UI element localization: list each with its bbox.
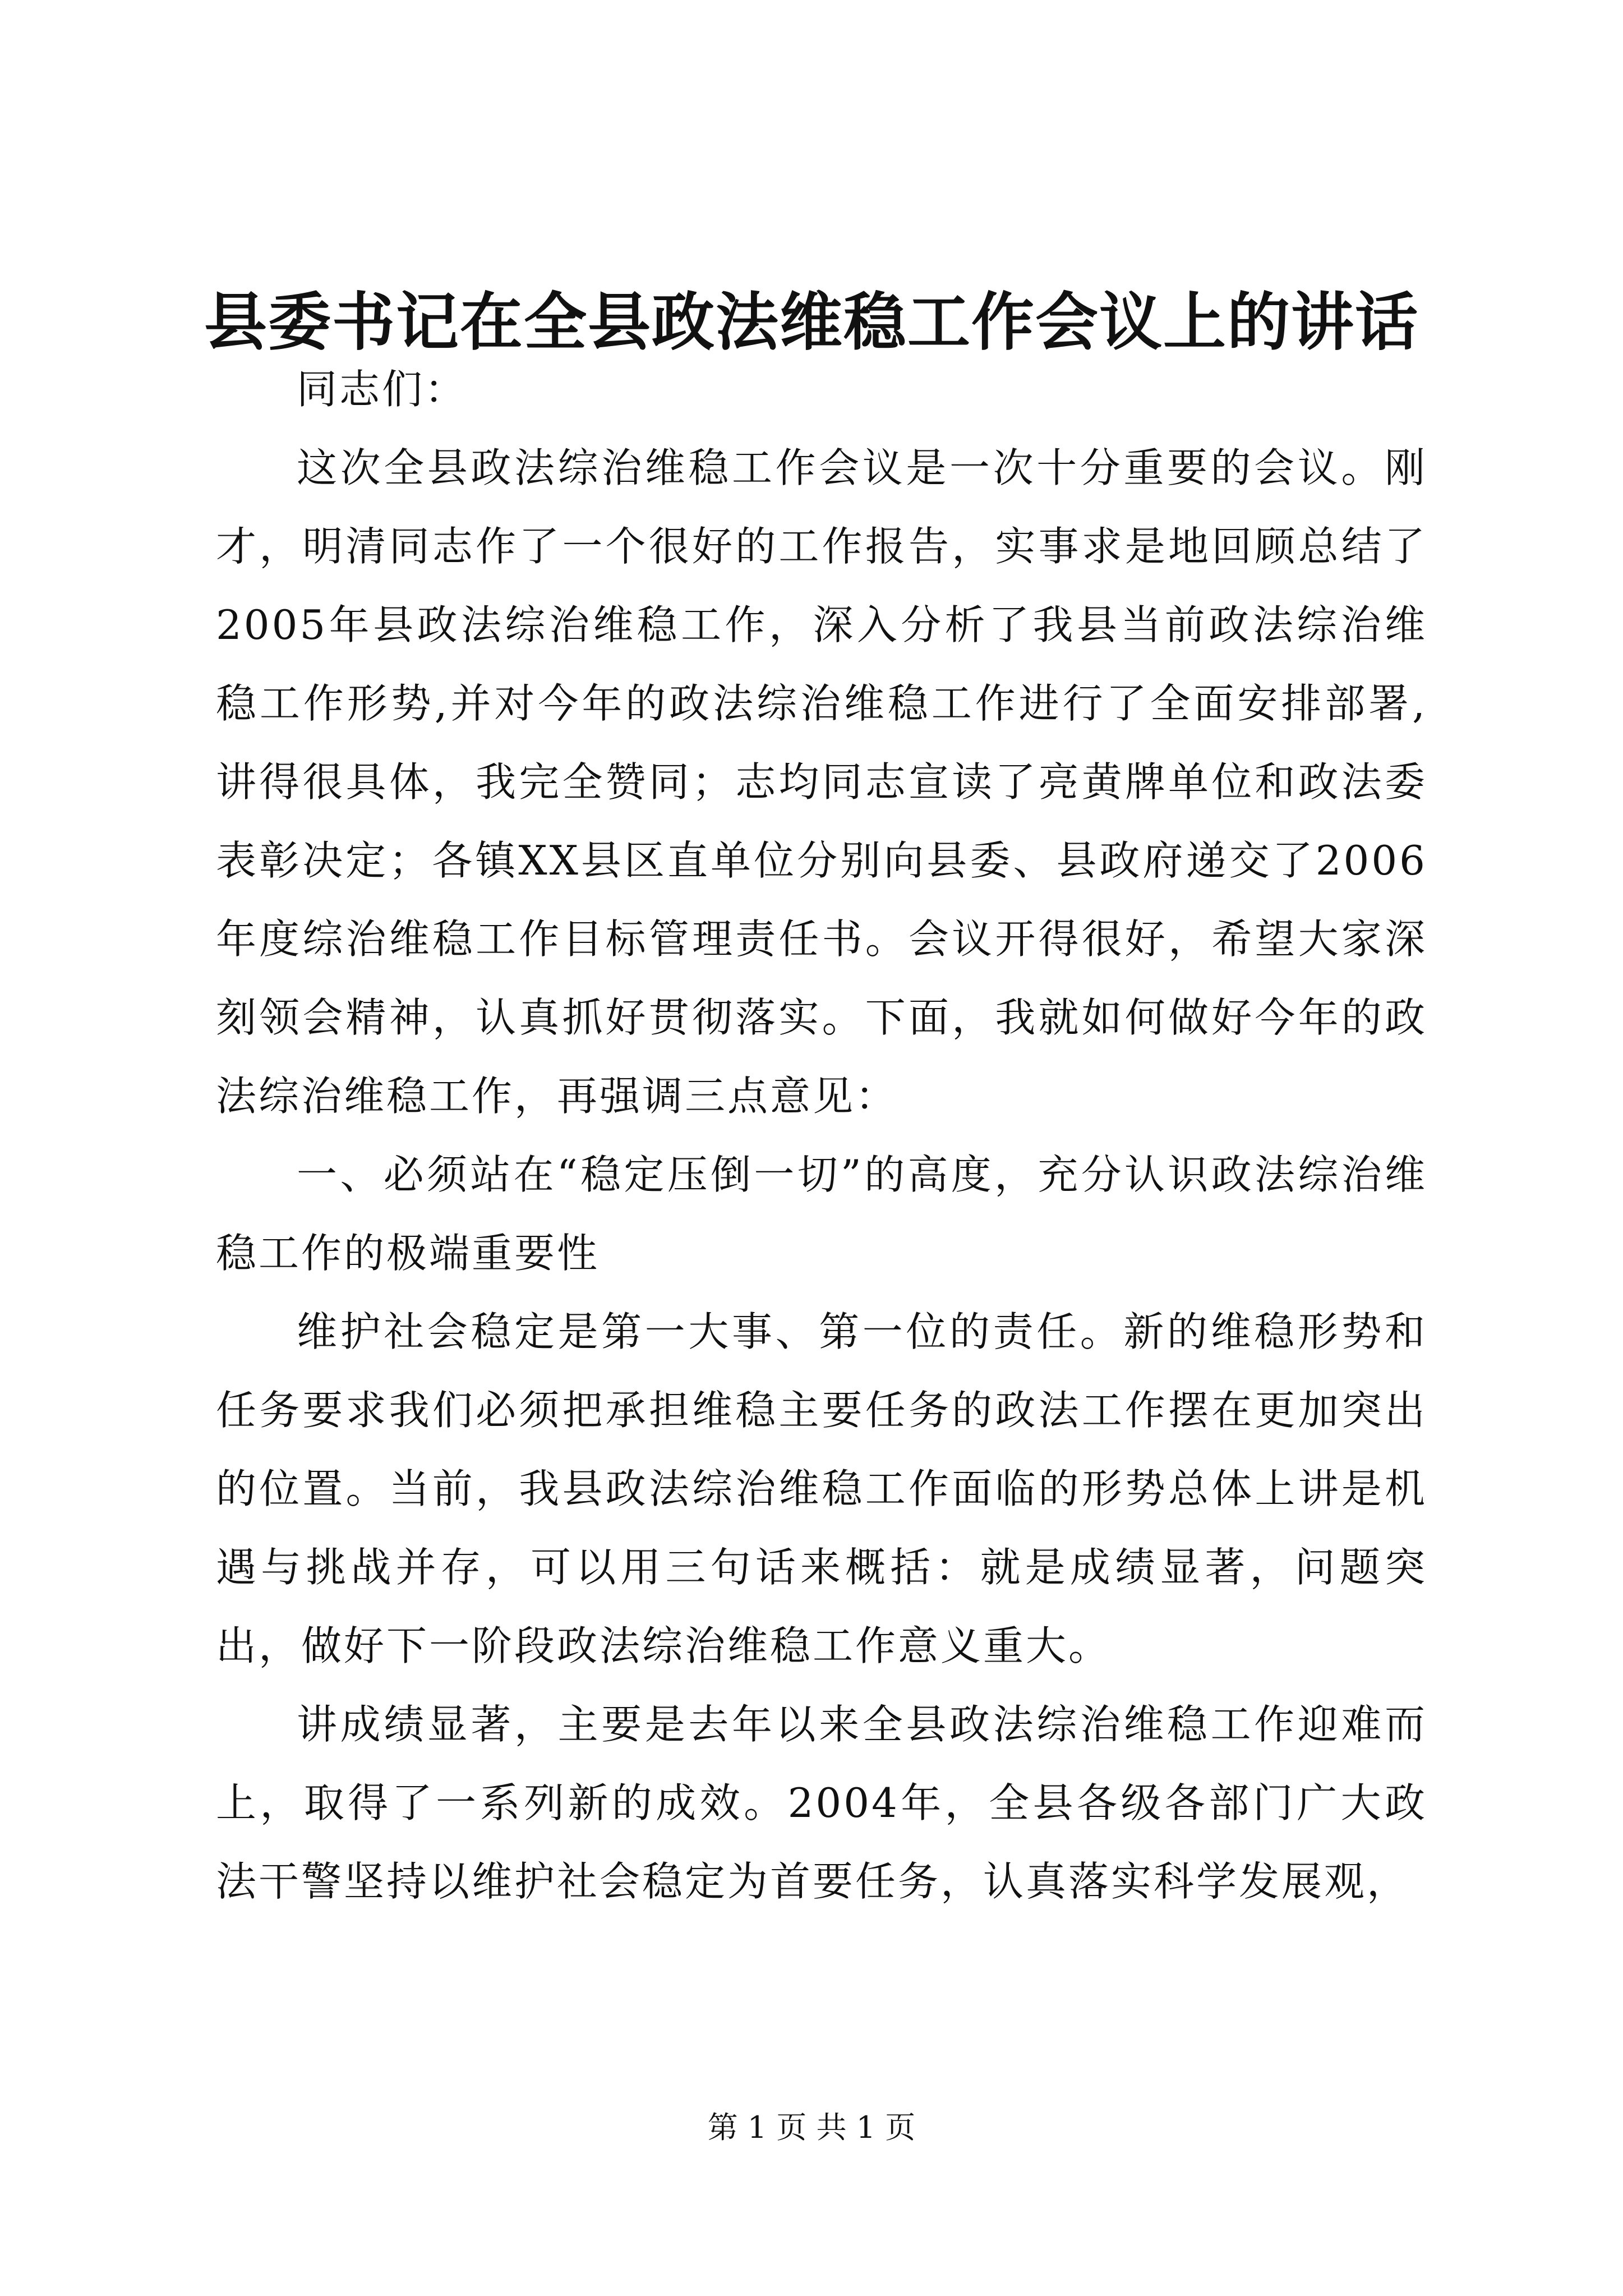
document-body	[216, 350, 1427, 1921]
page-number-footer: 第 1 页 共 1 页	[707, 2110, 916, 2145]
paragraph-section-heading: 一、必须站在“稳定压倒一切”的高度，充分认识政法综治维稳工作的极端重要性	[216, 1151, 1427, 1277]
paragraph-opening: 这次全县政法综治维稳工作会议是一次十分重要的会议。刚才，明清同志作了一个很好的工作报告，实事求是地回顾总结了2005年县政法综治维稳工作，深入分析了我县当前政法综治维稳工作形势,并对今年的政法综治维稳工作进行了全面安排部署,讲得很具体，我完全赞同；志均同志宣读了亮黄牌单位和政法委表彰决定；各镇XX县区直单位分别向县委、县政府递交了2006年度综治维稳工作目标管理责任书。会议开得很好，希望大家深刻领会精神，认真抓好贯彻落实。下面，我就如何做好今年的政法综治维稳工作，再强调三点意见：	[216, 444, 1427, 1120]
paragraph-achievements: 讲成绩显著，主要是去年以来全县政法综治维稳工作迎难而上，取得了一系列新的成效。2004年，全县各级各部门广大政法干警坚持以维护社会稳定为首要任务，认真落实科学发展观，	[216, 1701, 1427, 1905]
document-title: 县委书记在全县政法维稳工作会议上的讲话	[204, 286, 1419, 359]
paragraph-greeting: 同志们：	[297, 366, 468, 413]
paragraph-stability: 维护社会稳定是第一大事、第一位的责任。新的维稳形势和任务要求我们必须把承担维稳主要任务的政法工作摆在更加突出的位置。当前，我县政法综治维稳工作面临的形势总体上讲是机遇与挑战并存，可以用三句话来概括：就是成绩显著，问题突出，做好下一阶段政法综治维稳工作意义重大。	[216, 1308, 1427, 1669]
